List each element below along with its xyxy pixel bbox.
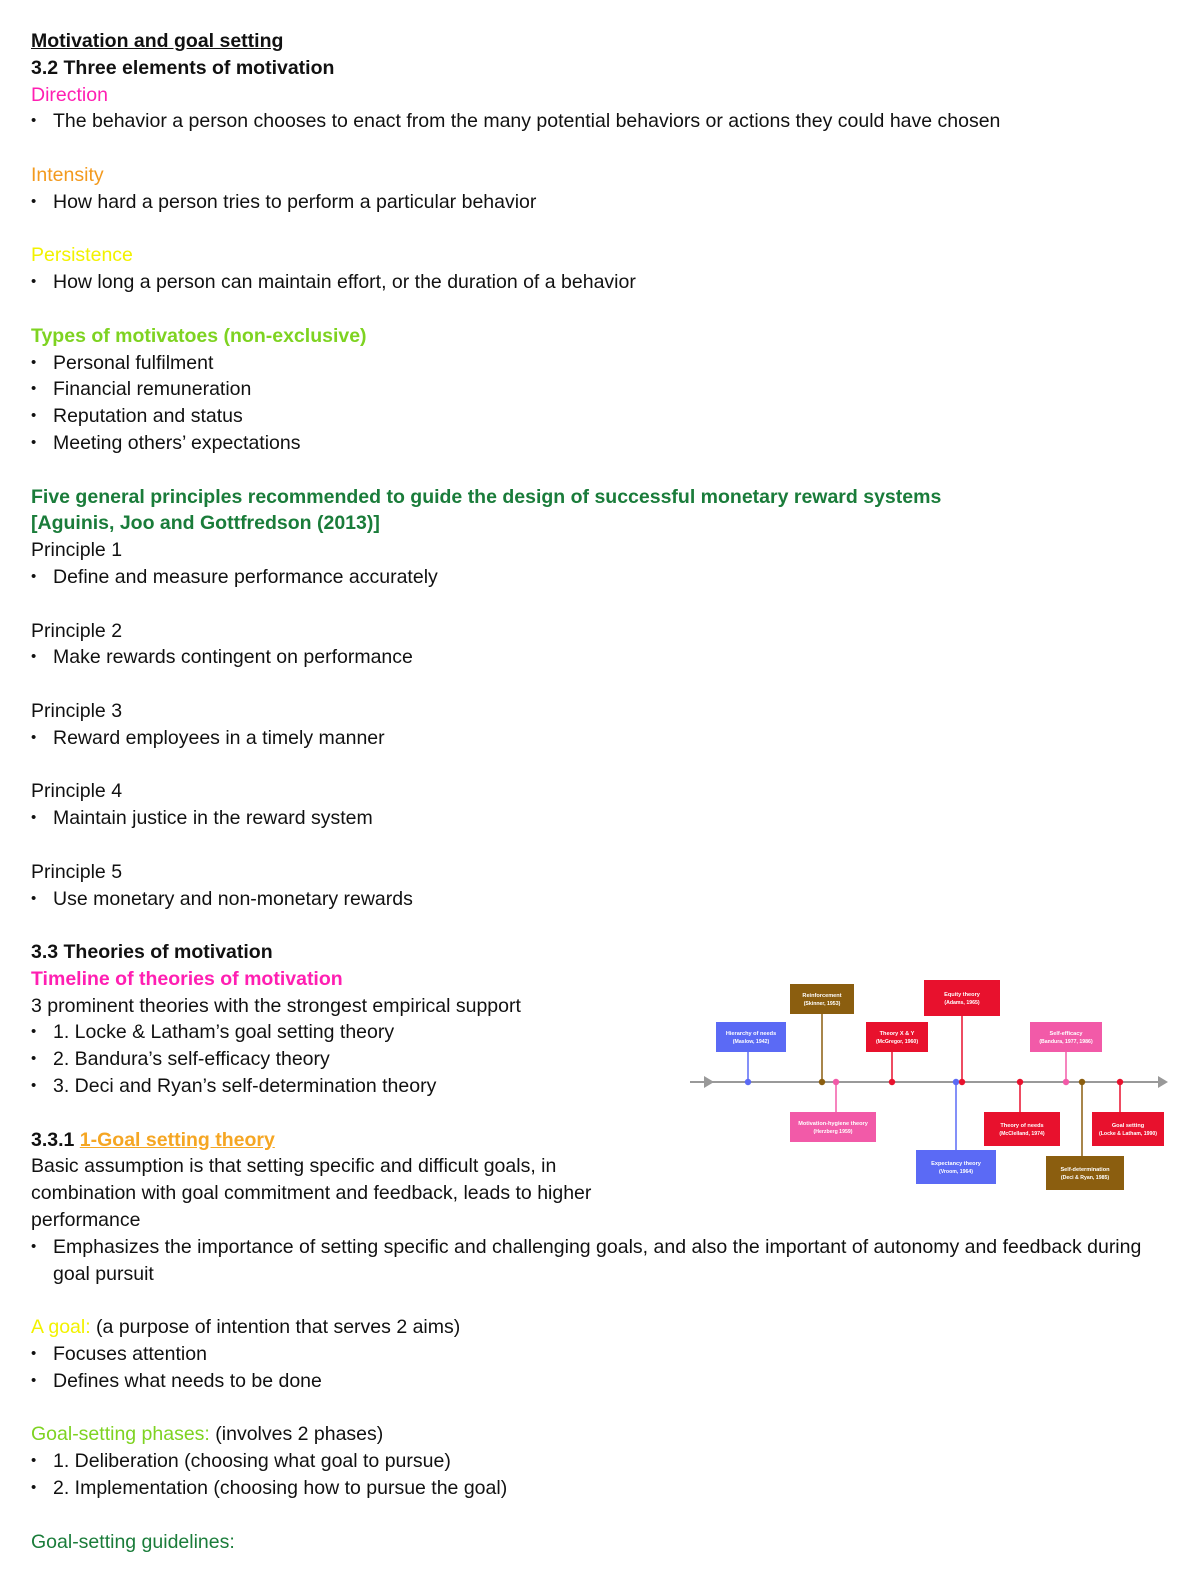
principle-bullet: • Maintain justice in the reward system <box>31 805 1171 832</box>
event-name: Equity theory <box>944 992 980 998</box>
event-dot <box>745 1079 751 1085</box>
event-box <box>716 1022 786 1052</box>
types-heading: Types of motivatoes (non-exclusive) <box>31 324 367 347</box>
list-item: • 3. Deci and Ryan’s self-determination theory <box>31 1073 1171 1100</box>
timeline-event <box>716 1022 786 1085</box>
event-box <box>1030 1022 1102 1052</box>
goal-definition <box>31 1314 1171 1341</box>
principle-bullet: • Make rewards contingent on performance <box>31 644 1171 671</box>
direction-label: Direction <box>31 83 108 106</box>
timeline-event <box>790 984 854 1085</box>
timeline-event <box>984 1079 1060 1146</box>
event-dot <box>819 1079 825 1085</box>
section-3-3-heading: 3.3 Theories of motivation <box>31 941 273 964</box>
event-name: Goal setting <box>1111 1123 1145 1129</box>
event-box <box>1092 1112 1164 1146</box>
event-name: Expectancy theory <box>931 1161 981 1167</box>
timeline-event <box>924 980 1000 1085</box>
document-page <box>31 28 1171 1555</box>
phases-label: Goal-setting phases: <box>31 1423 210 1446</box>
event-citation: (Maslow, 1942) <box>732 1039 770 1045</box>
event-box <box>866 1022 928 1052</box>
principle-label: Principle 3 <box>31 699 123 722</box>
basic-assumption: Basic assumption is that setting specific and difficult goals, in combination with goal commitment and feedback, leads to higher performance <box>31 1155 592 1232</box>
list-item: • 1. Locke & Latham’s goal setting theory <box>31 1019 1171 1046</box>
goal-setting-theory-link[interactable]: 1-Goal setting theory <box>79 1128 275 1151</box>
event-name: Hierarchy of needs <box>725 1031 777 1037</box>
event-dot <box>953 1079 959 1085</box>
event-box <box>790 1112 876 1142</box>
list-item: • Meeting others’ expectations <box>31 430 1171 457</box>
event-box <box>790 984 854 1014</box>
event-box <box>924 980 1000 1016</box>
event-name: Self-efficacy <box>1049 1031 1083 1037</box>
event-citation: (Adams, 1965) <box>944 1000 980 1006</box>
arrow-icon <box>704 1076 714 1088</box>
arrow-icon <box>1158 1076 1168 1088</box>
list-item: • Reputation and status <box>31 403 1171 430</box>
prominent-intro: 3 prominent theories with the strongest empirical support <box>31 994 521 1017</box>
event-name: Reinforcement <box>802 993 842 999</box>
intensity-bullet: • How hard a person tries to perform a particular behavior <box>31 189 1171 216</box>
list-item: • 2. Implementation (choosing how to pursue the goal) <box>31 1475 1171 1502</box>
event-dot <box>1117 1079 1123 1085</box>
principle-label: Principle 5 <box>31 860 123 883</box>
event-dot <box>1079 1079 1085 1085</box>
event-citation: (Deci & Ryan, 1985) <box>1060 1175 1110 1181</box>
goal-text: (a purpose of intention that serves 2 aims) <box>90 1316 461 1339</box>
list-item: • Focuses attention <box>31 1341 1171 1368</box>
section-number: 3.3.1 <box>31 1128 80 1151</box>
emphasis-bullet: • Emphasizes the importance of setting specific and challenging goals, and also the important of autonomy and feedback during goal pursuit <box>31 1234 1171 1288</box>
event-box <box>984 1112 1060 1146</box>
event-name: Motivation-hygiene theory <box>798 1121 868 1127</box>
principle-label: Principle 2 <box>31 619 123 642</box>
event-box <box>916 1150 996 1184</box>
theories-timeline-diagram <box>688 978 1172 1196</box>
principle-bullet: • Reward employees in a timely manner <box>31 725 1171 752</box>
event-dot <box>1063 1079 1069 1085</box>
event-citation: (McClelland, 1974) <box>999 1131 1045 1137</box>
guidelines-label: Goal-setting guidelines: <box>31 1530 235 1553</box>
event-name: Theory X & Y <box>879 1031 915 1037</box>
event-citation: (McGregor, 1960) <box>875 1039 919 1045</box>
event-dot <box>833 1079 839 1085</box>
event-citation: (Skinner, 1953) <box>803 1001 841 1007</box>
list-item: • 2. Bandura’s self-efficacy theory <box>31 1046 1171 1073</box>
event-citation: (Vroom, 1964) <box>938 1169 974 1175</box>
goal-label: A goal: <box>31 1316 91 1339</box>
timeline-event <box>1092 1079 1164 1146</box>
event-citation: (Locke & Latham, 1990) <box>1099 1131 1157 1137</box>
principles-citation: [Aguinis, Joo and Gottfredson (2013)] <box>31 512 380 535</box>
persistence-bullet: • How long a person can maintain effort, or the duration of a behavior <box>31 269 1171 296</box>
event-dot <box>889 1079 895 1085</box>
list-item: • Defines what needs to be done <box>31 1368 1171 1395</box>
principles-heading: Five general principles recommended to guide the design of successful monetary reward systems <box>31 485 942 508</box>
principle-bullet: • Define and measure performance accurately <box>31 564 1171 591</box>
persistence-label: Persistence <box>31 244 133 267</box>
event-name: Theory of needs <box>1000 1123 1044 1129</box>
principle-label: Principle 1 <box>31 539 123 562</box>
section-3-2-heading: 3.2 Three elements of motivation <box>31 56 335 79</box>
event-citation: (Herzberg 1959) <box>813 1129 853 1135</box>
timeline-event <box>866 1022 928 1085</box>
principle-label: Principle 4 <box>31 780 123 803</box>
direction-bullet: • The behavior a person chooses to enact from the many potential behaviors or actions they could have chosen <box>31 108 1171 135</box>
phases-definition <box>31 1421 1171 1448</box>
timeline-event <box>1030 1022 1102 1085</box>
timeline-event <box>790 1079 876 1142</box>
event-name: Self-determination <box>1060 1167 1110 1173</box>
list-item: • Personal fulfilment <box>31 350 1171 377</box>
phases-text: (involves 2 phases) <box>209 1423 384 1446</box>
document-title: Motivation and goal setting <box>31 30 284 52</box>
event-box <box>1046 1156 1124 1190</box>
list-item: • 1. Deliberation (choosing what goal to pursue) <box>31 1448 1171 1475</box>
principle-bullet: • Use monetary and non-monetary rewards <box>31 886 1171 913</box>
event-dot <box>1017 1079 1023 1085</box>
event-citation: (Bandura, 1977, 1986) <box>1039 1039 1093 1045</box>
event-dot <box>959 1079 965 1085</box>
intensity-label: Intensity <box>31 163 104 186</box>
timeline-heading: Timeline of theories of motivation <box>31 967 343 990</box>
list-item: • Financial remuneration <box>31 376 1171 403</box>
